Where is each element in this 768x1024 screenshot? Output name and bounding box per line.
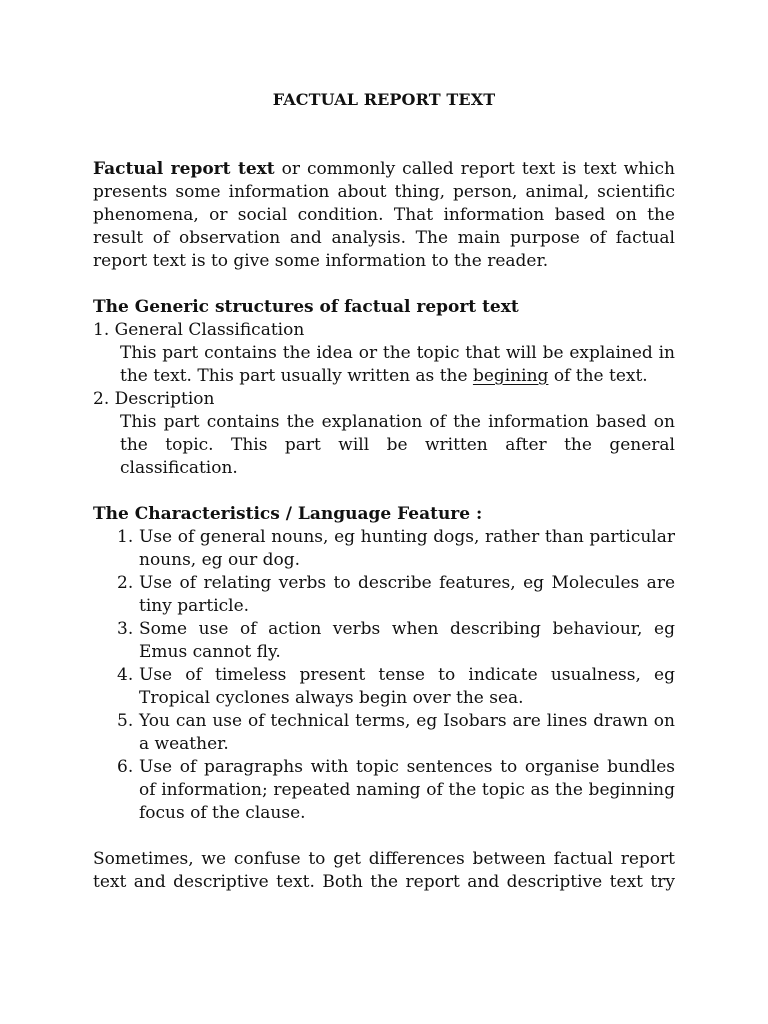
intro-text: or commonly called report text is text which presents some information about thing, person, animal, scientific phenomena, or social condition. That information based on the result of observation and analysis. The main purpose of factual report text is to give some information to the reader. (93, 159, 675, 271)
list-number: 6. (117, 757, 134, 777)
structure-text: This part contains the idea or the topic that will be explained in the text. This part usually written as the (120, 343, 675, 386)
structure-text: This part contains the explanation of the information based on the topic. This part will be written after the general classification. (120, 412, 675, 478)
document-title: FACTUAL REPORT TEXT (272, 90, 496, 109)
underlined-word: begining (472, 366, 549, 386)
intro-paragraph (93, 158, 675, 273)
list-number: 2. (117, 573, 134, 593)
list-text: Use of paragraphs with topic sentences to organise bundles of information; repeated naming of the topic as the beginning focus of the clause. (139, 757, 675, 823)
list-text: You can use of technical terms, eg Isobars are lines drawn on a weather. (139, 711, 675, 754)
list-item (93, 756, 675, 825)
list-text: Use of general nouns, eg hunting dogs, rather than particular nouns, eg our dog. (139, 527, 675, 570)
list-text: Use of timeless present tense to indicate usualness, eg Tropical cyclones always begin over the sea. (139, 665, 675, 708)
list-text: Use of relating verbs to describe features, eg Molecules are tiny particle. (139, 573, 675, 616)
list-number: 4. (117, 665, 134, 685)
closing-paragraph: Sometimes, we confuse to get differences between factual report text and descriptive text. Both the report and descriptive text try (93, 849, 675, 892)
structure-item (93, 319, 675, 388)
list-number: 1. (117, 527, 134, 547)
list-item (93, 618, 675, 664)
list-item (93, 710, 675, 756)
structure-label: 1. General Classification (93, 320, 305, 340)
structures-heading: The Generic structures of factual report text (93, 297, 519, 317)
list-item (93, 526, 675, 572)
features-list (93, 526, 675, 825)
structure-item (93, 388, 675, 480)
structure-text-end: of the text. (548, 366, 648, 386)
document-page (93, 88, 675, 894)
list-text: Some use of action verbs when describing behaviour, eg Emus cannot fly. (139, 619, 675, 662)
list-item (93, 664, 675, 710)
list-number: 3. (117, 619, 134, 639)
structure-description (120, 342, 675, 388)
intro-lead-term: Factual report text (93, 159, 275, 179)
structure-label: 2. Description (93, 389, 215, 409)
structure-description (120, 411, 675, 480)
features-heading: The Characteristics / Language Feature : (93, 504, 483, 524)
list-item (93, 572, 675, 618)
list-number: 5. (117, 711, 134, 731)
spacer (93, 480, 675, 503)
